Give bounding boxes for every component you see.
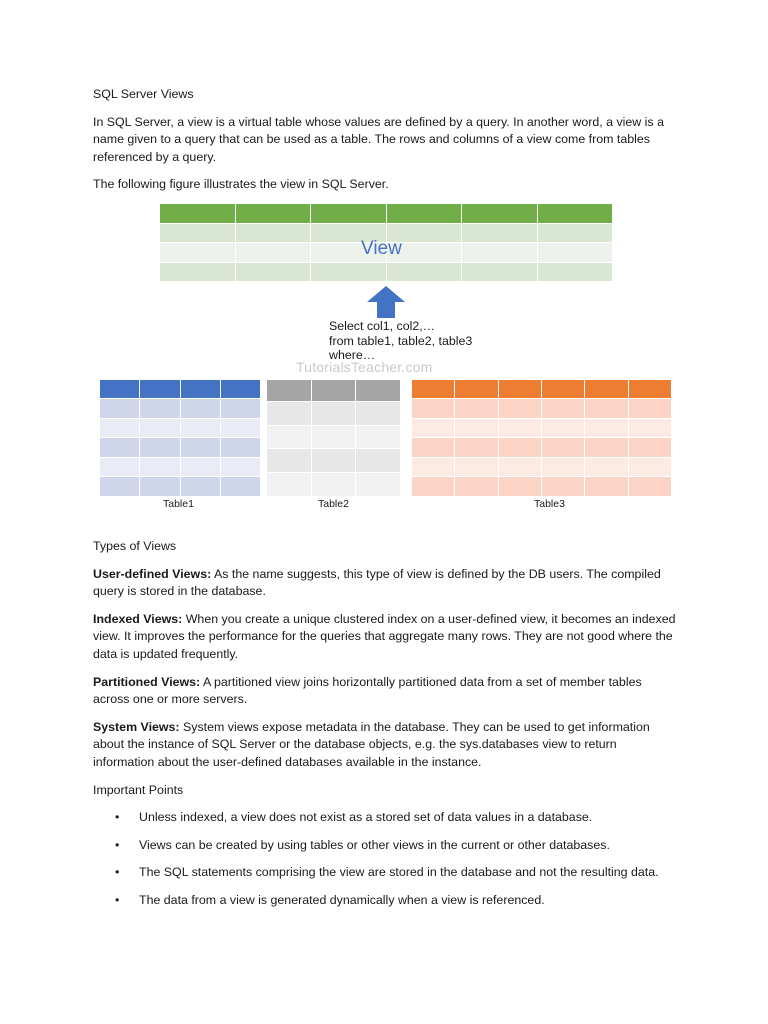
document-body	[93, 86, 678, 919]
type-term: User-defined Views:	[93, 566, 212, 581]
type-term: Indexed Views:	[93, 611, 183, 626]
sql-query	[329, 319, 472, 363]
type-term: System Views:	[93, 719, 180, 734]
view-diagram	[92, 204, 677, 526]
list-item: • The data from a view is generated dynamically when a view is referenced.	[93, 892, 678, 910]
points-list	[93, 809, 678, 909]
figure-intro: The following figure illustrates the view in SQL Server.	[93, 177, 389, 192]
type-text: When you create a unique clustered index on a user-defined view, it becomes an indexed view. It improves the performance for the queries that aggregate many rows. They are not good where the data is updated frequently.	[93, 611, 676, 661]
list-item: • The SQL statements comprising the view are stored in the database and not the resulting data.	[93, 864, 678, 882]
points-heading: Important Points	[93, 782, 184, 797]
type-text: System views expose metadata in the database. They can be used to get information about the instance of SQL Server or the database objects, e.g. the sys.databases view to return information about the user-defined databases available in the instance.	[93, 719, 650, 769]
view-label: View	[361, 237, 402, 259]
table2-caption: Table2	[318, 497, 349, 510]
doc-title: SQL Server Views	[93, 87, 194, 101]
table2-grid	[267, 380, 401, 497]
type-partitioned	[93, 674, 678, 709]
type-indexed	[93, 611, 678, 664]
watermark: TutorialsTeacher.com	[296, 358, 433, 375]
type-term: Partitioned Views:	[93, 674, 201, 689]
bullet-icon: •	[115, 892, 120, 907]
table1-grid	[100, 380, 261, 497]
type-text: As the name suggests, this type of view is defined by the DB users. The compiled query is stored in the database.	[93, 566, 661, 599]
sql-line: where…	[329, 348, 376, 363]
type-system	[93, 719, 678, 772]
table1-caption: Table1	[163, 497, 194, 510]
types-heading: Types of Views	[93, 538, 177, 553]
sql-line: Select col1, col2,…	[329, 318, 436, 333]
type-text: A partitioned view joins horizontally partitioned data from a set of member tables across one or more servers.	[93, 674, 642, 707]
bullet-icon: •	[115, 810, 120, 825]
up-arrow-icon	[367, 286, 405, 318]
bullet-icon: •	[115, 865, 120, 880]
list-item: • Views can be created by using tables or other views in the current or other databases.	[93, 837, 678, 855]
sql-line: from table1, table2, table3	[329, 333, 473, 348]
intro-paragraph: In SQL Server, a view is a virtual table whose values are defined by a query. In another word, a view is a name given to a query that can be used as a table. The rows and columns of a view come from tables referenced by a query.	[93, 114, 664, 164]
list-item: • Unless indexed, a view does not exist as a stored set of data values in a database.	[93, 809, 678, 827]
table3-grid	[412, 380, 672, 497]
table3-caption: Table3	[534, 497, 565, 510]
bullet-icon: •	[115, 837, 120, 852]
type-user-defined	[93, 566, 678, 601]
